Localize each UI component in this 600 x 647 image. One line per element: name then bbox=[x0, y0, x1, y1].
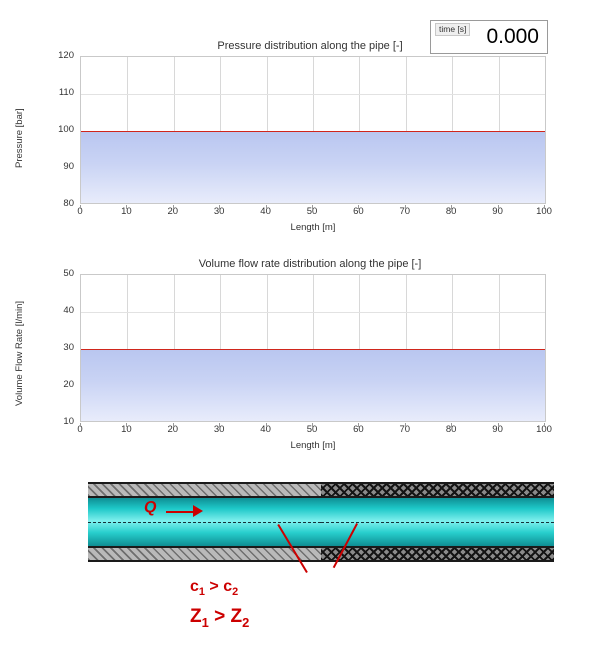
pressure-plot-area bbox=[14, 50, 552, 233]
y-axis-tick-label: 120 bbox=[58, 50, 74, 61]
time-indicator-value: 0.000 bbox=[486, 25, 539, 48]
y-axis-tick-label: 80 bbox=[63, 198, 74, 209]
pressure-x-axis-label: Length [m] bbox=[290, 222, 336, 233]
series-line bbox=[81, 349, 545, 350]
x-axis-tick-label: 90 bbox=[492, 424, 503, 435]
x-axis-tick-label: 70 bbox=[399, 206, 411, 217]
x-axis-tick-label: 10 bbox=[121, 424, 132, 435]
x-axis-tick-label: 60 bbox=[353, 206, 364, 217]
x-axis-tick-mark bbox=[312, 423, 313, 427]
x-axis-tick-mark bbox=[358, 423, 359, 427]
arrow-shaft bbox=[166, 511, 196, 513]
gridline-horizontal bbox=[81, 94, 545, 95]
x-axis-tick-label: 0 bbox=[77, 206, 83, 217]
x-axis-tick-mark bbox=[451, 205, 452, 209]
x-axis-tick-mark bbox=[266, 205, 267, 209]
z2-subscript: 2 bbox=[242, 614, 250, 630]
x-axis-tick-label: 40 bbox=[260, 424, 271, 435]
c1-subscript: 1 bbox=[198, 586, 205, 599]
x-axis-tick-mark bbox=[451, 423, 452, 427]
series-fill bbox=[81, 131, 545, 203]
y-axis-tick-label: 110 bbox=[58, 87, 74, 98]
x-axis-tick-mark bbox=[266, 423, 267, 427]
c2-subscript: 2 bbox=[232, 586, 239, 599]
arrow-head-icon bbox=[193, 505, 203, 517]
x-axis-tick-label: 10 bbox=[121, 206, 132, 217]
x-axis-tick-label: 40 bbox=[260, 206, 271, 217]
impedance-operator: > bbox=[208, 606, 231, 627]
y-axis-tick-label: 50 bbox=[63, 268, 74, 279]
gridline-horizontal bbox=[81, 312, 545, 313]
flow-chart-title: Volume flow rate distribution along the pipe [-] bbox=[198, 258, 422, 270]
c2-symbol: c bbox=[223, 578, 233, 595]
x-axis-tick-label: 50 bbox=[306, 424, 318, 435]
x-axis-tick-mark bbox=[405, 423, 406, 427]
flow-direction-arrow bbox=[144, 499, 202, 522]
x-axis-tick-mark bbox=[219, 423, 220, 427]
y-axis-tick-label: 30 bbox=[63, 342, 74, 353]
pipe-segment-1 bbox=[88, 482, 321, 562]
pressure-y-axis-label: Pressure [bar] bbox=[14, 108, 25, 168]
x-axis-tick-mark bbox=[544, 423, 545, 427]
pressure-plot bbox=[80, 56, 546, 204]
y-axis-tick-mark bbox=[80, 275, 81, 276]
y-axis-tick-mark bbox=[80, 94, 81, 95]
x-axis-tick-mark bbox=[126, 205, 127, 209]
pressure-chart-title: Pressure distribution along the pipe [-] bbox=[217, 40, 403, 52]
x-axis-tick-mark bbox=[405, 205, 406, 209]
x-axis-tick-mark bbox=[498, 205, 499, 209]
pipe-wall-top-left bbox=[88, 482, 321, 498]
x-axis-tick-label: 50 bbox=[306, 206, 318, 217]
flow-y-axis-label: Volume Flow Rate [l/min] bbox=[14, 300, 25, 406]
x-axis-tick-label: 20 bbox=[167, 206, 179, 217]
x-axis-tick-label: 70 bbox=[399, 424, 411, 435]
x-axis-tick-mark bbox=[544, 205, 545, 209]
annotation-wave-speed bbox=[190, 578, 238, 598]
annotation-impedance bbox=[190, 606, 249, 630]
x-axis-tick-label: 0 bbox=[77, 424, 83, 435]
series-line bbox=[81, 131, 545, 132]
series-fill bbox=[81, 349, 545, 421]
x-axis-tick-mark bbox=[80, 205, 81, 209]
x-axis-tick-mark bbox=[173, 205, 174, 209]
x-axis-tick-label: 90 bbox=[492, 206, 503, 217]
flow-plot bbox=[80, 274, 546, 422]
pipe-wall-bottom-right bbox=[321, 546, 554, 562]
y-axis-tick-mark bbox=[80, 312, 81, 313]
time-indicator-label: time [s] bbox=[435, 23, 470, 36]
pipe-wall-top-right bbox=[321, 482, 554, 498]
flow-plot-area bbox=[14, 268, 552, 451]
x-axis-tick-label: 30 bbox=[213, 206, 225, 217]
x-axis-tick-mark bbox=[312, 205, 313, 209]
flow-symbol-label: Q bbox=[144, 499, 157, 516]
speed-operator: > bbox=[204, 578, 224, 595]
y-axis-tick-label: 20 bbox=[63, 379, 74, 390]
y-axis-tick-label: 90 bbox=[63, 161, 74, 172]
pressure-chart bbox=[0, 40, 600, 233]
x-axis-tick-label: 80 bbox=[445, 206, 457, 217]
x-axis-tick-mark bbox=[126, 423, 127, 427]
x-axis-tick-label: 30 bbox=[213, 424, 225, 435]
y-axis-tick-label: 100 bbox=[58, 124, 74, 135]
x-axis-tick-label: 100 bbox=[536, 206, 552, 217]
z1-subscript: 1 bbox=[201, 614, 209, 630]
z1-symbol: Z bbox=[190, 606, 202, 627]
y-axis-tick-label: 40 bbox=[63, 305, 74, 316]
z2-symbol: Z bbox=[230, 606, 243, 627]
x-axis-tick-mark bbox=[173, 423, 174, 427]
x-axis-tick-label: 80 bbox=[445, 424, 457, 435]
y-axis-tick-mark bbox=[80, 57, 81, 58]
centerline-left bbox=[88, 522, 321, 523]
x-axis-tick-label: 20 bbox=[167, 424, 179, 435]
x-axis-tick-mark bbox=[219, 205, 220, 209]
pipe-diagram bbox=[88, 482, 554, 562]
c1-symbol: c bbox=[190, 578, 199, 595]
x-axis-tick-mark bbox=[358, 205, 359, 209]
x-axis-tick-mark bbox=[80, 423, 81, 427]
x-axis-tick-mark bbox=[498, 423, 499, 427]
x-axis-tick-label: 100 bbox=[536, 424, 552, 435]
pipe-wall-bottom-left bbox=[88, 546, 321, 562]
flow-x-axis-label: Length [m] bbox=[290, 440, 336, 451]
flow-chart bbox=[0, 258, 600, 451]
x-axis-tick-label: 60 bbox=[353, 424, 364, 435]
y-axis-tick-label: 10 bbox=[63, 416, 74, 427]
